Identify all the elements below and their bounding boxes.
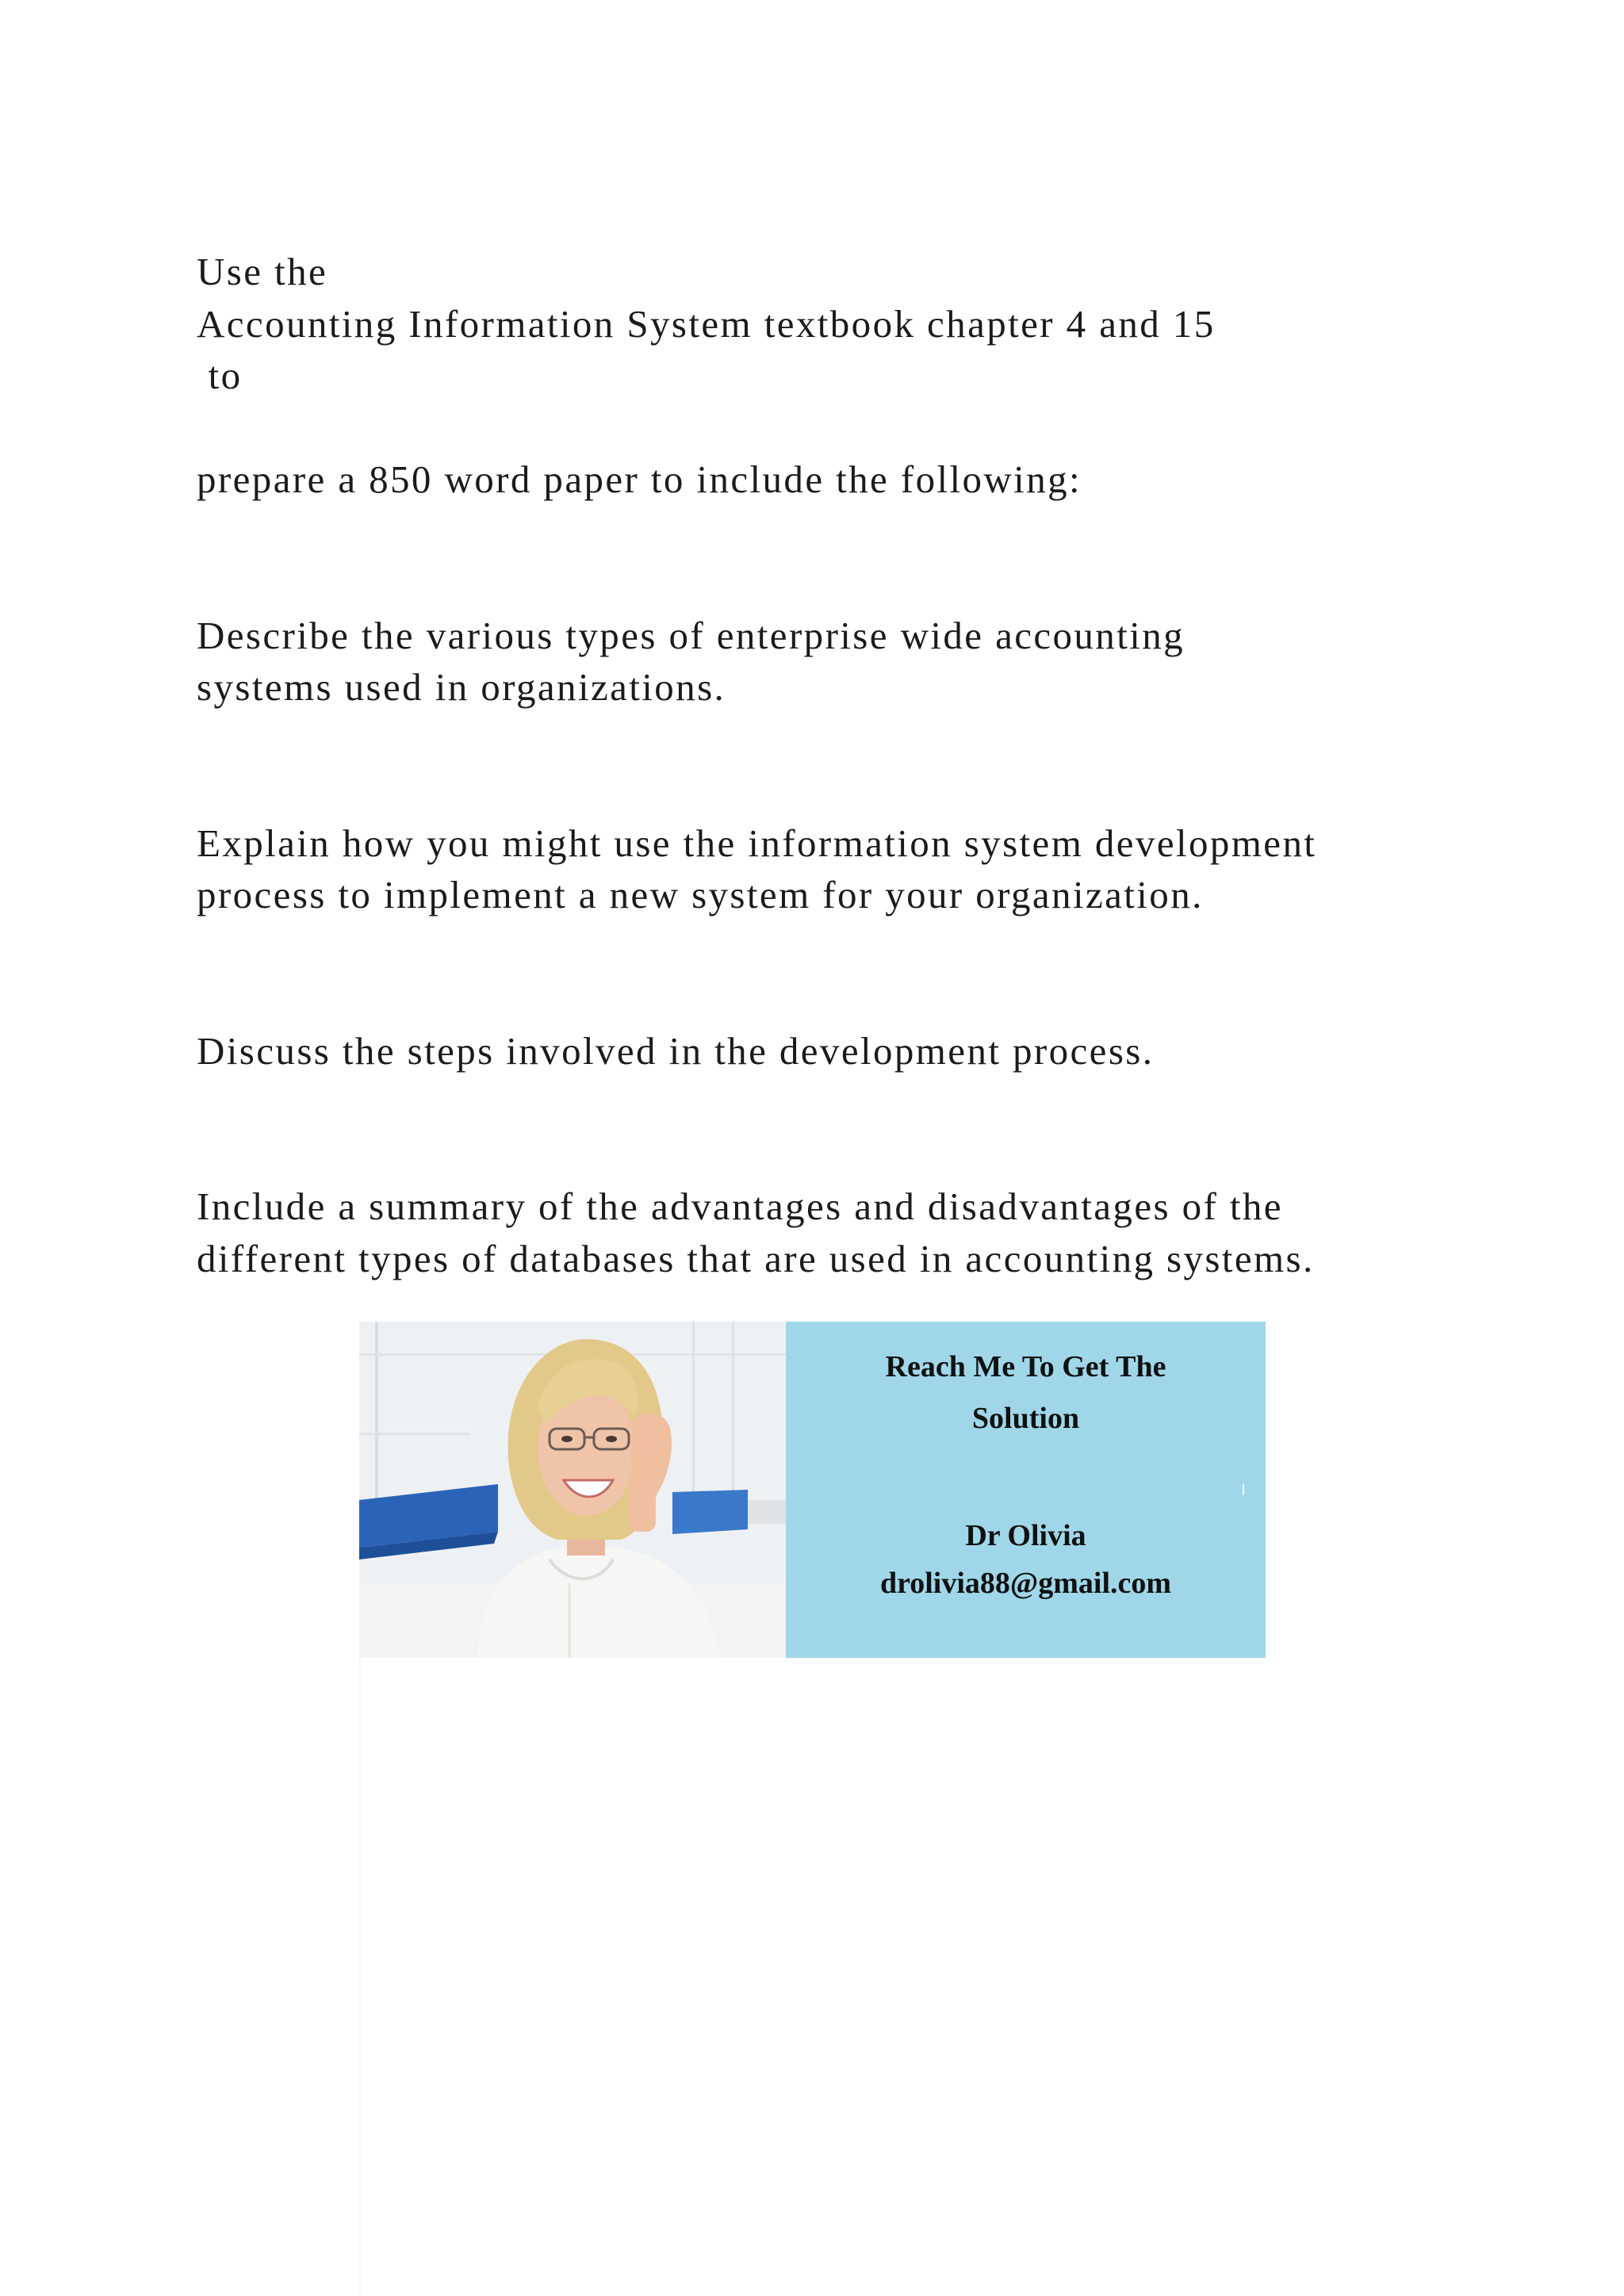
text-line: different types of databases that are used in accounting systems. [197, 1236, 1315, 1280]
portrait-illustration [359, 1322, 786, 1658]
text-line: prepare a 850 word paper to include the following: [197, 457, 1082, 501]
page-edge-shadow [359, 1658, 361, 2296]
text-line: Describe the various types of enterprise wide accounting [197, 613, 1185, 657]
banner-headline-2: Solution [971, 1402, 1080, 1435]
text-line: Explain how you might use the information system development [197, 821, 1317, 865]
text-line: to [197, 354, 243, 397]
text-line: Discuss the steps involved in the development process. [197, 1028, 1155, 1073]
text-line: Accounting Information System textbook chapter 4 and 15 [197, 301, 1216, 346]
contact-panel [786, 1322, 1266, 1658]
text-line: Include a summary of the advantages and disadvantages of the [197, 1184, 1283, 1228]
text-line: Use the [197, 250, 328, 293]
contact-banner [359, 1322, 1266, 1658]
text-line: systems used in organizations. [197, 665, 726, 709]
contact-email: drolivia88@gmail.com [879, 1567, 1172, 1600]
divider-mark [1243, 1484, 1244, 1495]
banner-headline: Reach Me To Get The [885, 1350, 1166, 1383]
portrait-photo [359, 1322, 786, 1658]
contact-name: Dr Olivia [965, 1519, 1086, 1552]
document-body [197, 246, 1481, 1284]
text-line: process to implement a new system for your organization. [197, 873, 1204, 916]
